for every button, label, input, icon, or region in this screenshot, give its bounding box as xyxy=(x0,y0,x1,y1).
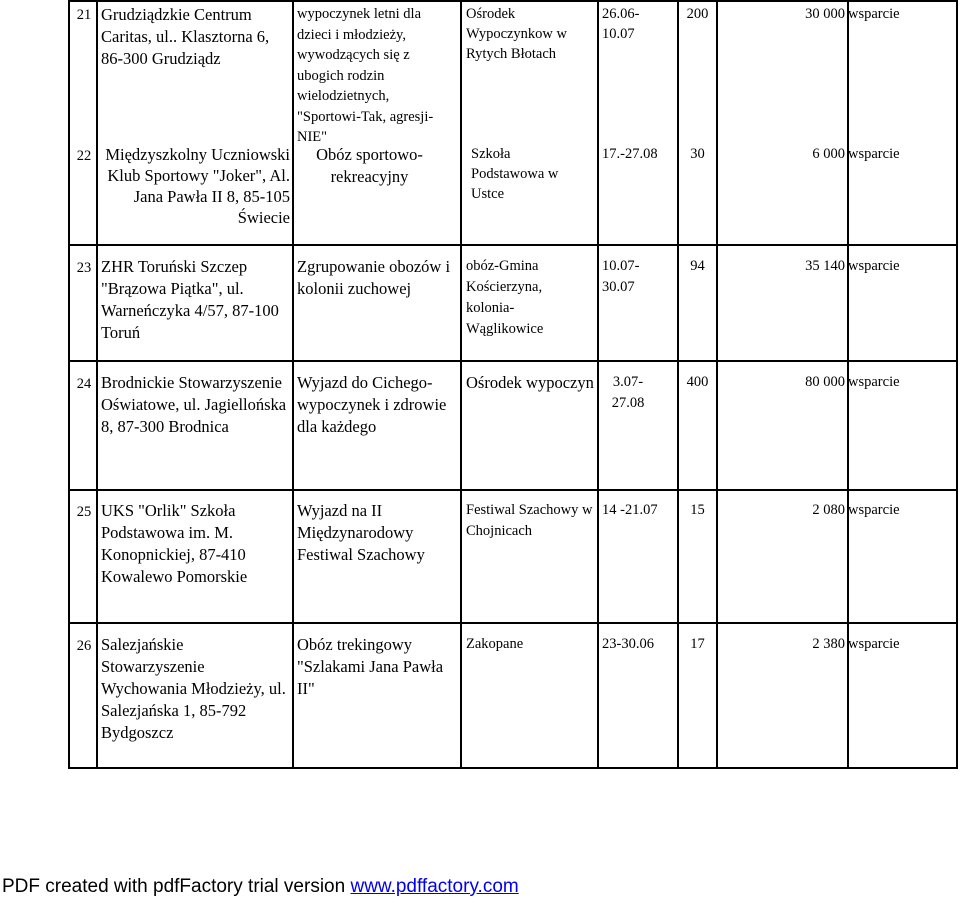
pdf-footer xyxy=(2,876,519,898)
row-number: 25 xyxy=(76,504,92,520)
table-border-bottom xyxy=(68,767,958,769)
place-cell: Szkoła Podstawowa w Ustce xyxy=(471,146,559,202)
description-cell: Zgrupowanie obozów i kolonii zuchowej xyxy=(297,257,451,298)
pdffactory-link[interactable]: www.pdffactory.com xyxy=(350,876,519,897)
place-cell: Ośrodek Wypoczynkow w Rytych Błotach xyxy=(466,6,568,62)
date-cell: 3.07-27.08 xyxy=(611,374,645,411)
row-divider xyxy=(68,244,958,246)
column-divider xyxy=(597,0,599,769)
participants-count: 94 xyxy=(690,258,705,274)
column-divider xyxy=(677,0,679,769)
organization-cell: Międzyszkolny Uczniowski Klub Sportowy "Joker", Al. Jana Pawła II 8, 85-105 Świecie xyxy=(105,145,290,227)
date-cell: 14 -21.07 xyxy=(602,502,658,518)
row-divider xyxy=(68,489,958,491)
organization-cell: Salezjańskie Stowarzyszenie Wychowania Młodzieży, ul. Salezjańska 1, 85-792 Bydgoszcz xyxy=(101,635,286,742)
row-number: 24 xyxy=(76,376,92,392)
participants-count: 30 xyxy=(690,146,705,162)
participants-count: 17 xyxy=(690,636,705,652)
amount-cell: 2 080 xyxy=(812,502,845,518)
amount-cell: 30 000 xyxy=(805,6,845,22)
description-cell: Wyjazd do Cichego-wypoczynek i zdrowie dla każdego xyxy=(297,373,447,436)
participants-count: 400 xyxy=(686,374,709,390)
participants-count: 200 xyxy=(686,6,709,22)
date-cell: 26.06-10.07 xyxy=(602,6,640,42)
table-border-left xyxy=(68,0,70,769)
support-type: wsparcie xyxy=(848,502,900,518)
support-type: wsparcie xyxy=(848,146,900,162)
amount-cell: 2 380 xyxy=(812,636,845,652)
organization-cell: UKS "Orlik" Szkoła Podstawowa im. M. Konopnickiej, 87-410 Kowalewo Pomorskie xyxy=(101,501,248,586)
place-cell: Ośrodek wypoczyn xyxy=(466,373,594,392)
footer-text: PDF created with pdfFactory trial version xyxy=(2,876,351,897)
grant-table xyxy=(68,0,958,769)
table-border-top xyxy=(68,0,958,2)
date-cell: 23-30.06 xyxy=(602,636,654,652)
amount-cell: 35 140 xyxy=(805,258,845,274)
support-type: wsparcie xyxy=(848,6,900,22)
row-number: 22 xyxy=(76,148,92,164)
support-type: wsparcie xyxy=(848,374,900,390)
row-number: 26 xyxy=(76,638,92,654)
description-cell: Obóz sportowo-rekreacyjny xyxy=(316,145,423,186)
place-cell: obóz-Gmina Kościerzyna, kolonia-Wąglikowice xyxy=(466,258,544,337)
organization-cell: Brodnickie Stowarzyszenie Oświatowe, ul. Jagiellońska 8, 87-300 Brodnica xyxy=(101,373,287,436)
row-divider xyxy=(68,622,958,624)
support-type: wsparcie xyxy=(848,636,900,652)
place-cell: Zakopane xyxy=(466,636,524,652)
date-cell: 10.07-30.07 xyxy=(602,258,640,295)
table-border-right xyxy=(956,0,958,769)
description-cell: Obóz trekingowy "Szlakami Jana Pawła II" xyxy=(297,635,444,698)
column-divider xyxy=(96,0,98,769)
description-cell: wypoczynek letni dla dzieci i młodzieży, wywodzących się z ubogich rodzin wielodzietnych, "Sportowi-Tak, agresji-NIE" xyxy=(297,6,434,145)
support-type: wsparcie xyxy=(848,258,900,274)
amount-cell: 6 000 xyxy=(812,146,845,162)
row-number: 21 xyxy=(76,7,92,23)
column-divider xyxy=(460,0,462,769)
organization-cell: Grudziądzkie Centrum Caritas, ul.. Klasztorna 6, 86-300 Grudziądz xyxy=(101,5,270,68)
amount-cell: 80 000 xyxy=(805,374,845,390)
participants-count: 15 xyxy=(690,502,705,518)
description-cell: Wyjazd na II Międzynarodowy Festiwal Szachowy xyxy=(297,501,425,564)
row-number: 23 xyxy=(76,260,92,276)
date-cell: 17.-27.08 xyxy=(602,146,658,162)
organization-cell: ZHR Toruński Szczep "Brązowa Piątka", ul. Warneńczyka 4/57, 87-100 Toruń xyxy=(101,257,279,342)
column-divider xyxy=(292,0,294,769)
place-cell: Festiwal Szachowy w Chojnicach xyxy=(466,502,593,539)
row-divider xyxy=(68,360,958,362)
